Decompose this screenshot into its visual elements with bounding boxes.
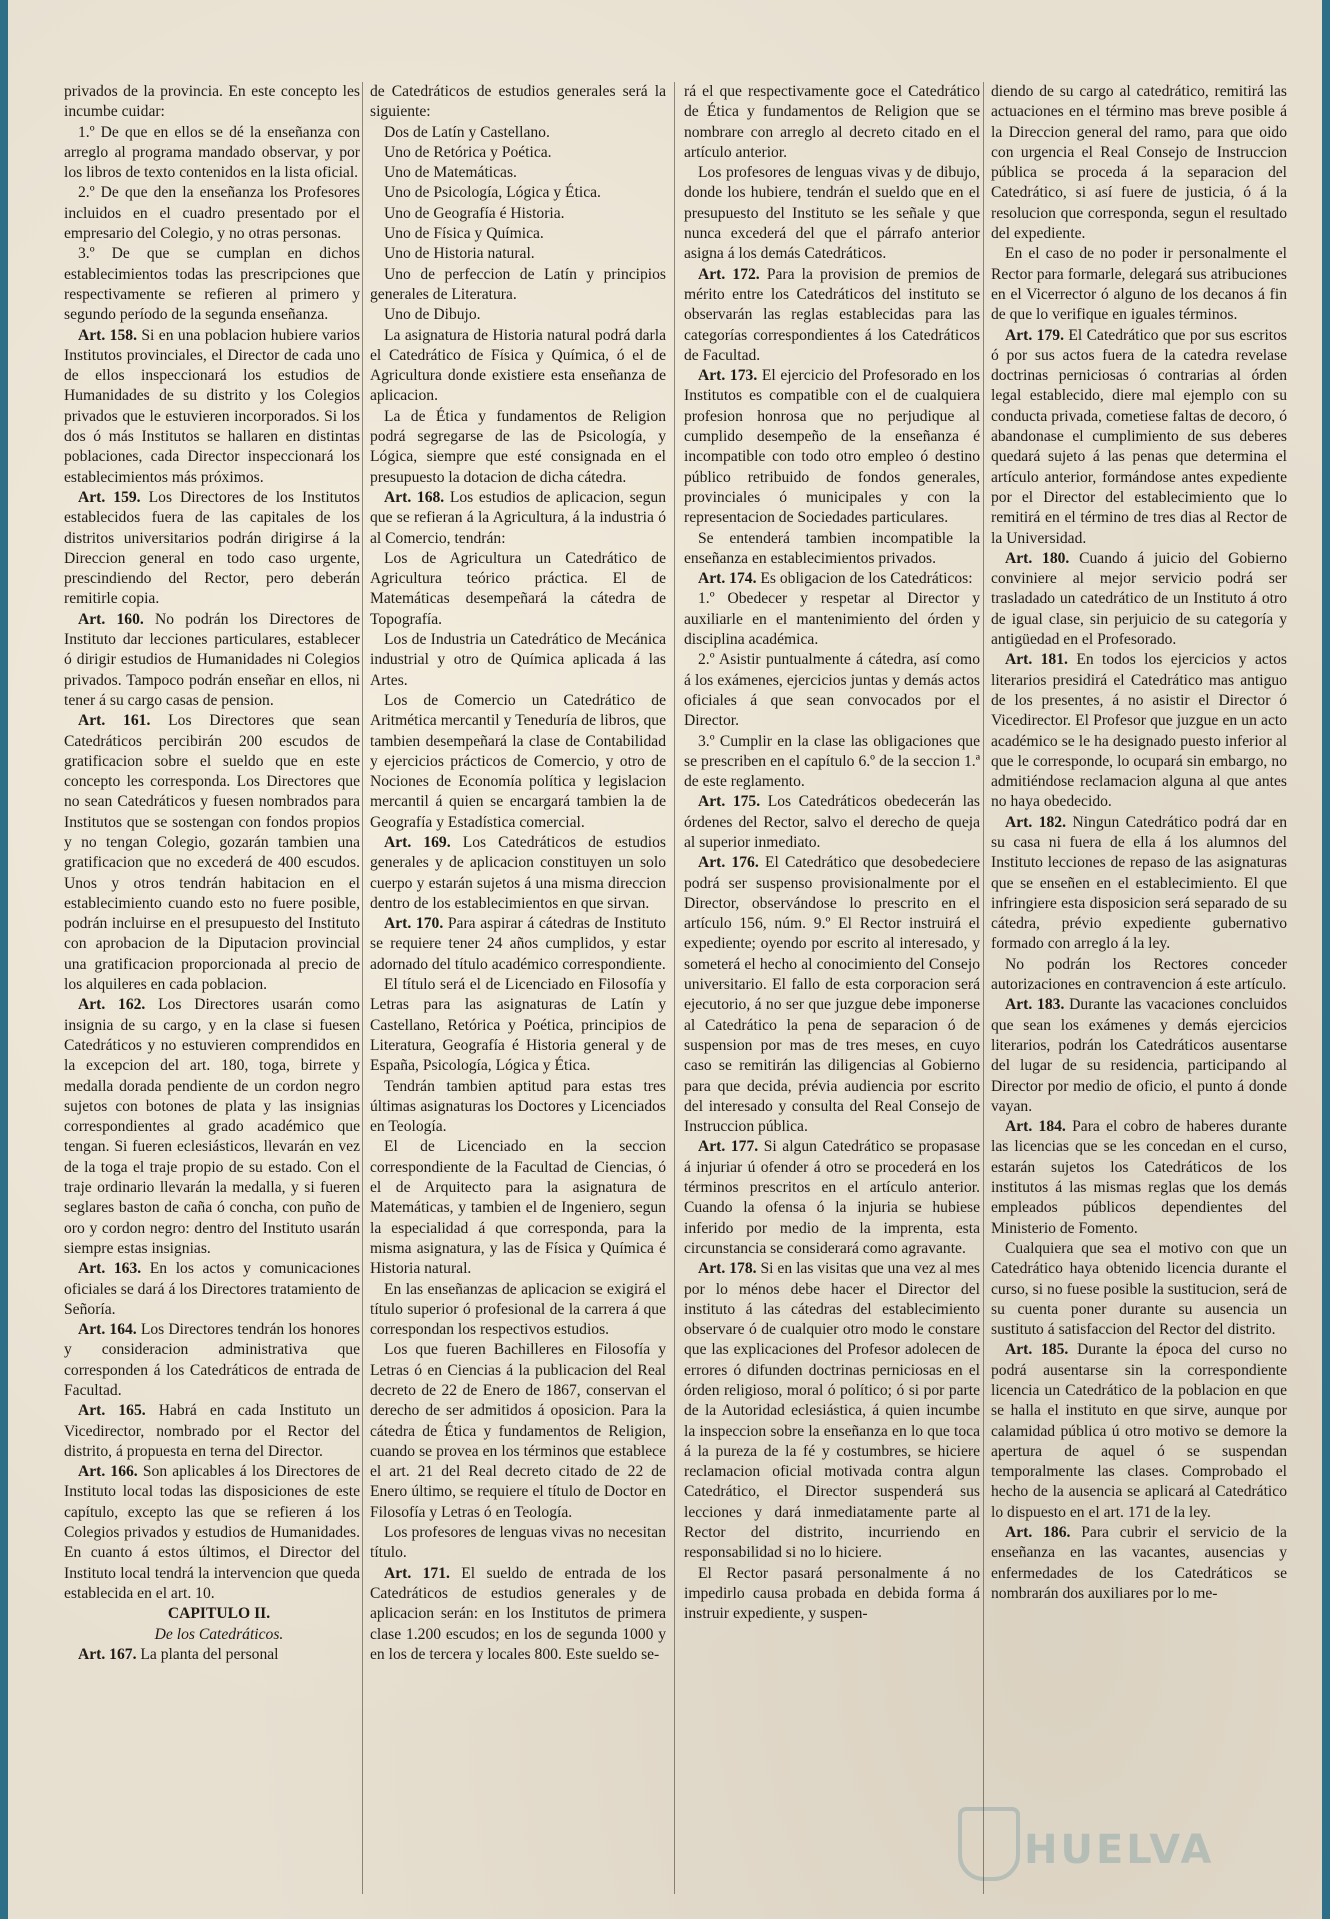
paragraph-text: Los de Comercio un Catedrático de Aritmética mercantil y Teneduría de libros, que tambien desempeñará la clase de Contabilidad y ejercicios prácticos de Comercio, y otro de Nociones de Economía política y legislacion mercantil á quien se encargará tambien la de Geografía y Estadística comercial. xyxy=(370,691,666,831)
article-paragraph xyxy=(64,610,360,711)
archive-watermark xyxy=(958,1795,1218,1895)
paragraph-text: Uno de perfeccion de Latín y principios generales de Literatura. xyxy=(370,265,666,303)
paragraph-text: Para la provision de premios de mérito entre los Catedráticos del instituto se observarán las reglas establecidas para las categorías correspondientes á los Catedráticos de Facultad. xyxy=(684,265,980,364)
article-paragraph xyxy=(991,1117,1287,1239)
paragraph-text: Se entenderá tambien incompatible la enseñanza en establecimientos privados. xyxy=(684,529,980,567)
article-paragraph xyxy=(370,833,666,914)
article-paragraph xyxy=(684,569,980,589)
paragraph-text: Si algun Catedrático se propasase á injuriar ú ofender á otro se procederá en los términos prescritos en el artículo anterior. Cuando la ofensa ó la injuria se hubiese inferido por medio de la imprenta, esta circunstancia se considerará como agravante. xyxy=(684,1138,980,1257)
text-paragraph xyxy=(684,732,980,793)
paragraph-text: Uno de Dibujo. xyxy=(384,306,481,324)
text-paragraph xyxy=(370,265,666,306)
text-paragraph xyxy=(370,1340,666,1523)
paragraph-text: Si en las visitas que una vez al mes por lo ménos debe hacer el Director del instituto á las cátedras del establecimiento observare ó de cualquier otro modo le constare que las explicaciones del Profesor adolecen de errores ó difunden doctrinas perniciosas en el órden religioso, moral ó político; ó si por parte de la Autoridad eclesiástica, á quien incumbe la inspeccion sobre la enseñanza en lo que toca á la pureza de la fé y costumbres, se hiciere reclamacion oficial motivada contra algun Catedrático, el Director suspenderá sus lecciones y dará inmediatamente parte al Rector del distrito, incurriendo en responsabilidad si no lo hiciere. xyxy=(684,1260,980,1562)
paragraph-text: 3.º Cumplir en la clase las obligaciones que se prescriben en el capítulo 6.º de la seccion 1.ª de este reglamento. xyxy=(684,732,980,791)
article-paragraph xyxy=(991,813,1287,955)
article-number: Art. 162. xyxy=(78,996,146,1014)
article-number: Art. 176. xyxy=(698,854,759,872)
paragraph-text: 1.º Obedecer y respetar al Director y auxiliarle en el mantenimiento del órden y disciplina académica. xyxy=(684,590,980,649)
text-paragraph xyxy=(64,123,360,184)
text-paragraph xyxy=(370,305,666,325)
text-column-1 xyxy=(64,82,360,1892)
text-paragraph xyxy=(370,224,666,244)
article-number: Art. 168. xyxy=(384,488,445,506)
article-paragraph xyxy=(684,366,980,528)
paragraph-text: Los profesores de lenguas vivas y de dibujo, donde los hubiere, tendrán el sueldo que en el presupuesto del Instituto se les señale y que nunca excederá del que el párrafo anterior asigna á los demás Catedráticos. xyxy=(684,164,980,263)
text-paragraph xyxy=(370,143,666,163)
article-paragraph xyxy=(370,488,666,549)
paragraph-text: de Catedráticos de estudios generales será la siguiente: xyxy=(370,83,666,121)
article-paragraph xyxy=(684,792,980,853)
paragraph-text: La asignatura de Historia natural podrá darla el Catedrático de Física y Química, ó el de Agricultura donde existiere esta enseñanza de aplicacion. xyxy=(370,326,666,405)
paragraph-text: 3.º De que se cumplan en dichos establecimientos todas las prescripciones que respectivamente se refieren al primero y segundo período de la segunda enseñanza. xyxy=(64,245,360,324)
paragraph-text: Los de Agricultura un Catedrático de Agricultura teórico práctica. El de Matemáticas desempeñará la cátedra de Topografía. xyxy=(370,549,666,628)
article-paragraph xyxy=(991,326,1287,549)
paragraph-text: Durante las vacaciones concluidos que sean los exámenes y demás ejercicios literarios, podrán los Catedráticos ausentarse del lugar de su residencia, participando al Director por medio de oficio, el punto á donde vayan. xyxy=(991,996,1287,1115)
paragraph-text: Los profesores de lenguas vivas no necesitan título. xyxy=(370,1524,666,1562)
article-paragraph xyxy=(370,914,666,975)
chapter-heading: CAPITULO II. xyxy=(167,1605,271,1623)
article-number: Art. 183. xyxy=(1005,996,1065,1014)
paragraph-text: El Catedrático que por sus escritos ó por sus actos fuera de la catedra revelase doctrinas perniciosas ó contrarias al órden legal establecido, diere mal ejemplo con su conducta privada, cometiese faltas de decoro, ó abandonase el cumplimiento de sus deberes quedará sujeto á las penas que determina el artículo anterior, formándose antes expediente por el Director del establecimiento que lo remitirá en el término de tres dias al Rector de la Universidad. xyxy=(991,326,1287,547)
text-paragraph xyxy=(684,650,980,731)
paragraph-text: Tendrán tambien aptitud para estas tres últimas asignaturas los Doctores y Licenciados en Teología. xyxy=(370,1077,666,1136)
article-paragraph xyxy=(64,1401,360,1462)
paragraph-text: 2.º Asistir puntualmente á cátedra, así como á los exámenes, ejercicios juntas y demás actos oficiales á que sean convocados por el Director. xyxy=(684,651,980,730)
paragraph-text: Uno de Psicología, Lógica y Ética. xyxy=(384,184,601,202)
article-paragraph xyxy=(991,1523,1287,1604)
article-number: Art. 175. xyxy=(698,793,761,811)
article-paragraph xyxy=(64,1645,360,1665)
text-paragraph xyxy=(370,123,666,143)
article-paragraph xyxy=(64,711,360,995)
text-paragraph xyxy=(991,82,1287,244)
article-number: Art. 180. xyxy=(1005,549,1070,567)
article-number: Art. 160. xyxy=(78,610,144,628)
paragraph-text: Son aplicables á los Directores de Instituto local todas las disposiciones de este capítulo, excepto las que se refieren á los Colegios privados y estudios de Humanidades. En cuanto á estos últimos, el Director del Instituto local tendrá la intervencion que queda establecida en el art. 10. xyxy=(64,1463,360,1602)
paragraph-text: rá el que respectivamente goce el Catedrático de Ética y fundamentos de Religion que se nombrare con arreglo al decreto citado en el artículo anterior. xyxy=(684,83,980,161)
paragraph-text: privados de la provincia. En este concepto les incumbe cuidar: xyxy=(64,83,360,121)
article-number: Art. 174. xyxy=(698,570,757,588)
paragraph-text: Los que fueren Bachilleres en Filosofía y Letras ó en Ciencias á la publicacion del Real decreto de 22 de Enero de 1867, conservan el derecho de ser admitidos á oposicion. Para la cátedra de Ética y fundamentos de Religion, cuando se provea en los términos que establece el art. 21 del Real decreto citado de 22 de Enero último, se requiere el título de Doctor en Filosofía y Letras ó en Teología. xyxy=(370,1341,666,1521)
text-paragraph xyxy=(370,1523,666,1564)
paragraph-text: Para aspirar á cátedras de Instituto se requiere tener 24 años cumplidos, y estar adornado del título académico correspondiente. xyxy=(370,915,666,973)
text-paragraph xyxy=(370,244,666,264)
paragraph-text: No podrán los Rectores conceder autorizaciones en contravencion á este artículo. xyxy=(991,955,1287,994)
paragraph-text: La planta del personal xyxy=(140,1645,279,1663)
paragraph-text: En las enseñanzas de aplicacion se exigirá el título superior ó profesional de la carrera á que correspondan los respectivos estudios. xyxy=(370,1280,666,1339)
paragraph-text: Los Directores usarán como insignia de su cargo, y en la clase si fuesen Catedráticos y no estuvieren comprendidos en la excepcion del art. 180, toga, birrete y medalla dorada pendiente de un cordon negro sujetos con botones de plata y las insignias correspondientes al grado académico que tengan. Si fueren eclesiásticos, llevarán en vez de la toga el traje propio de su estado. Con el traje ordinario llevarán la medalla, y si fueren seglares baston de caña ó concha, con puño de oro y cordon negro: dentro del Instituto usarán siempre estas insignias. xyxy=(64,996,360,1257)
text-paragraph xyxy=(370,204,666,224)
paragraph-text: El sueldo de entrada de los Catedráticos de estudios generales y de aplicacion serán: en los Institutos de primera clase 1.200 escudos; en los de segunda 1000 y en los de tercera y locales 800. Este sueldo se- xyxy=(370,1564,666,1663)
paragraph-text: Los de Industria un Catedrático de Mecánica industrial y otro de Química aplicada á las Artes. xyxy=(370,631,666,689)
text-paragraph xyxy=(370,630,666,691)
text-paragraph xyxy=(370,183,666,203)
article-paragraph xyxy=(684,853,980,1137)
chapter-subtitle: De los Catedráticos. xyxy=(154,1625,284,1643)
shield-icon xyxy=(958,1807,1020,1881)
paragraph-text: El Rector pasará personalmente á no impedirlo causa probada en debida forma á instruir expediente, y suspen- xyxy=(684,1564,980,1623)
article-number: Art. 170. xyxy=(384,915,444,933)
column-rule xyxy=(674,82,675,1894)
article-paragraph xyxy=(64,488,360,610)
article-paragraph xyxy=(64,995,360,1259)
paragraph-text: En el caso de no poder ir personalmente el Rector para formarle, delegará sus atribuciones en el Vicerrector ó alguno de los decanos á fin de que lo verifique en iguales términos. xyxy=(991,245,1287,324)
article-paragraph xyxy=(684,265,980,366)
paragraph-text: Ningun Catedrático podrá dar en su casa ni fuera de ella á los alumnos del Instituto lecciones de repaso de las asignaturas que se enseñen en el establecimiento. El que infringiere esta disposicion será separado de su cátedra, prévio expediente gubernativo formado con arreglo á la ley. xyxy=(991,813,1287,953)
paragraph-text: Uno de Física y Química. xyxy=(384,225,544,243)
article-number: Art. 182. xyxy=(1005,813,1067,831)
article-paragraph xyxy=(684,1137,980,1259)
article-number: Art. 177. xyxy=(698,1138,759,1156)
paragraph-text: El de Licenciado en la seccion correspondiente de la Facultad de Ciencias, ó el de Arquitecto para la asignatura de Matemáticas, y tambien el de Ingeniero, segun la especialidad á que corresponda, para la misma asignatura, y las de Física y Química é Historia natural. xyxy=(370,1138,666,1278)
article-number: Art. 169. xyxy=(384,833,451,851)
newspaper-page xyxy=(8,0,1322,1919)
text-paragraph xyxy=(370,549,666,630)
text-paragraph xyxy=(370,691,666,833)
article-number: Art. 178. xyxy=(698,1260,757,1278)
paragraph-text: El ejercicio del Profesorado en los Institutos es compatible con el de cualquiera profesion honrosa que no perjudique al cumplido desempeño de la enseñanza é incompatible con todo otro empleo ó destino público retribuido de fondos generales, provinciales ó municipales y con la representacion de Sociedades particulares. xyxy=(684,367,980,527)
article-number: Art. 165. xyxy=(78,1402,146,1420)
text-paragraph xyxy=(684,589,980,650)
paragraph-text: Cualquiera que sea el motivo con que un Catedrático haya obtenido licencia durante el curso, si no fuese posible la sustitucion, será de su cuenta poner durante su ausencia un sustituto á satisfaccion del Rector del distrito. xyxy=(991,1239,1287,1339)
paragraph-text: diendo de su cargo al catedrático, remitirá las actuaciones en el término mas breve posible á la Direccion general del ramo, para que oido con urgencia el Real Consejo de Instruccion pública se proceda á la separacion del Catedrático, si así fuere de justicia, ó á la resolucion que corresponda, segun el resultado del expediente. xyxy=(991,83,1287,243)
article-number: Art. 172. xyxy=(698,265,760,283)
paragraph-text: Uno de Historia natural. xyxy=(384,245,535,263)
article-paragraph xyxy=(991,549,1287,650)
text-paragraph xyxy=(370,1077,666,1138)
article-paragraph xyxy=(64,1259,360,1320)
paragraph-text: Durante la época del curso no podrá ausentarse sin la correspondiente licencia un Catedrático de la poblacion en que se halla el instituto en que sirve, aunque por calamidad pública ú otro motivo se demore la apertura de aquel ó se suspendan temporalmente las clases. Comprobado el hecho de la ausencia se aplicará al Catedrático lo dispuesto en el art. 171 de la ley. xyxy=(991,1341,1287,1521)
paragraph-text: 2.º De que den la enseñanza los Profesores incluidos en el cuadro presentado por el empresario del Colegio, y no otras personas. xyxy=(64,184,360,243)
article-paragraph xyxy=(991,1340,1287,1523)
text-paragraph xyxy=(684,1564,980,1625)
paragraph-text: En todos los ejercicios y actos literarios presidirá el Catedrático mas antiguo de los presentes, á no asistir el Director ó Vicedirector. El Profesor que juzgue en un acto académico se le ha designado puesto inferior al que le corresponde, lo ocupará sin embargo, no admitiéndose reclamacion alguna al que antes no haya obedecido. xyxy=(991,651,1287,811)
article-number: Art. 184. xyxy=(1005,1118,1066,1136)
article-number: Art. 179. xyxy=(1005,326,1064,344)
paragraph-text: Los Directores que sean Catedráticos percibirán 200 escudos de gratificacion sobre el sueldo que en este concepto les corresponda. Los Directores que no sean Catedráticos y fuesen nombrados para Institutos que se sostengan con fondos propios y no tengan Colegio, gozarán tambien una gratificacion que no excederá de 400 escudos. Unos y otros tendrán habitacion en el establecimiento cuando esto no fuere posible, podrán incluirse en el presupuesto del Instituto con aprobacion de la Diputacion provincial una gratificacion proporcionada al precio de los alquileres en cada poblacion. xyxy=(64,712,360,994)
text-paragraph xyxy=(991,955,1287,996)
text-paragraph xyxy=(370,975,666,1076)
paragraph-text: 1.º De que en ellos se dé la enseñanza con arreglo al programa mandado observar, y por los libros de texto contenidos en la lista oficial. xyxy=(64,123,360,182)
article-paragraph xyxy=(370,1564,666,1665)
article-paragraph xyxy=(64,326,360,488)
article-number: Art. 164. xyxy=(78,1321,137,1339)
paragraph-text: En los actos y comunicaciones oficiales se dará á los Directores tratamiento de Señoría. xyxy=(64,1260,360,1318)
text-paragraph xyxy=(991,244,1287,325)
column-rule xyxy=(362,82,363,1894)
article-number: Art. 186. xyxy=(1005,1524,1071,1542)
text-column-2 xyxy=(370,82,666,1892)
article-paragraph xyxy=(64,1320,360,1401)
paragraph-text: Para el cobro de haberes durante las licencias que se les concedan en el curso, estarán sujetos los Catedráticos de los institutos á las mismas reglas que los demás empleados públicos dependientes del Ministerio de Fomento. xyxy=(991,1118,1287,1237)
text-paragraph xyxy=(370,1137,666,1279)
paragraph-text: Los Catedráticos de estudios generales y de aplicacion constituyen un solo cuerpo y estarán sujetos á una misma direccion dentro de los establecimientos en que sirvan. xyxy=(370,833,666,912)
text-paragraph xyxy=(684,529,980,570)
text-paragraph xyxy=(684,82,980,163)
paragraph-text: Es obligacion de los Catedráticos: xyxy=(760,570,973,588)
watermark-text: HUELVA xyxy=(1024,1827,1215,1873)
paragraph-text: Los Directores de los Institutos establecidos fuera de las capitales de los distritos universitarios podrán dirigirse á la Direccion general en todo caso urgente, prescindiendo del Rector, pero deberán remitirle copia. xyxy=(64,488,360,608)
paragraph-text: El Catedrático que desobedeciere podrá ser suspenso provisionalmente por el Director, observándose lo prescrito en el artículo 156, núm. 9.º El Rector instruirá el expediente; oyendo por escrito al interesado, y someterá el hecho al conocimiento del Consejo universitario. El fallo de esta corporacion será ejecutorio, á no ser que juzgue debe imponerse al Catedrático la pena de separacion ó de suspension por mas de tres meses, en cuyo caso se remitirán las diligencias al Gobierno para que decida, prévia audiencia por escrito del interesado y consulta del Real Consejo de Instruccion pública. xyxy=(684,854,980,1136)
paragraph-text: Cuando á juicio del Gobierno conviniere al mejor servicio podrá ser trasladado un catedrático de un Instituto á otro de igual clase, sin perjuicio de su categoría y antigüedad en el Profesorado. xyxy=(991,549,1287,649)
article-number: Art. 173. xyxy=(698,367,758,385)
paragraph-text: No podrán los Directores de Instituto dar lecciones particulares, establecer ó dirigir estudios de Humanidades ni Colegios privados. Tampoco podrán enseñar en ellos, ni tener á su cargo casas de pension. xyxy=(64,610,360,709)
paragraph-text: Uno de Geografía é Historia. xyxy=(384,204,565,222)
paragraph-text: Uno de Matemáticas. xyxy=(384,164,517,182)
article-paragraph xyxy=(991,995,1287,1117)
paragraph-text: El título será el de Licenciado en Filosofía y Letras para las asignaturas de Latín y Castellano, Retórica y Poética, principios de Literatura, Geografía é Historia general y de España, Psicología, Lógica y Ética. xyxy=(370,976,666,1075)
article-number: Art. 166. xyxy=(78,1463,138,1481)
article-number: Art. 185. xyxy=(1005,1341,1069,1359)
text-paragraph xyxy=(64,244,360,325)
article-number: Art. 163. xyxy=(78,1260,142,1278)
paragraph-text: Dos de Latín y Castellano. xyxy=(384,123,550,141)
text-paragraph xyxy=(370,163,666,183)
text-column-4 xyxy=(991,82,1287,1892)
text-paragraph xyxy=(370,1280,666,1341)
article-paragraph xyxy=(64,1462,360,1604)
paragraph-text: Los Directores tendrán los honores y consideracion administrativa que corresponden á los Catedráticos de entrada de Facultad. xyxy=(64,1321,360,1399)
text-paragraph xyxy=(991,1239,1287,1340)
article-number: Art. 161. xyxy=(78,712,151,730)
text-paragraph xyxy=(684,163,980,264)
article-number: Art. 159. xyxy=(78,488,141,506)
text-paragraph xyxy=(370,326,666,407)
article-number: Art. 171. xyxy=(384,1564,450,1582)
paragraph-text: Uno de Retórica y Poética. xyxy=(384,143,552,161)
article-paragraph xyxy=(684,1259,980,1563)
article-number: Art. 158. xyxy=(78,326,137,344)
paragraph-text: Para cubrir el servicio de la enseñanza en las vacantes, ausencias y enfermedades de los Catedráticos se nombrarán dos auxiliares por lo me- xyxy=(991,1524,1287,1602)
column-rule xyxy=(983,82,984,1894)
text-paragraph xyxy=(370,82,666,123)
paragraph-text: Si en una poblacion hubiere varios Institutos provinciales, el Director de cada uno de ellos inspeccionará los estudios de Humanidades de su distrito y los Colegios privados que le estuvieren incorporados. Si los dos ó más Institutos se hallaren en distintas poblaciones, cada Director inspeccionará los establecimientos más próximos. xyxy=(64,326,360,486)
paragraph-text: Los Catedráticos obedecerán las órdenes del Rector, salvo el derecho de queja al superior inmediato. xyxy=(684,793,980,851)
text-paragraph xyxy=(64,183,360,244)
paragraph-text: Los estudios de aplicacion, segun que se refieran á la Agricultura, á la industria ó al Comercio, tendrán: xyxy=(370,488,666,547)
paragraph-text: La de Ética y fundamentos de Religion podrá segregarse de las de Psicología, y Lógica, siempre que esté consignada en el presupuesto la dotacion de dicha cátedra. xyxy=(370,407,666,486)
article-number: Art. 181. xyxy=(1005,651,1068,669)
text-paragraph xyxy=(370,407,666,488)
article-paragraph xyxy=(991,650,1287,812)
text-column-3 xyxy=(684,82,980,1892)
paragraph-text: Habrá en cada Instituto un Vicedirector, nombrado por el Rector del distrito, á propuesta en terna del Director. xyxy=(64,1402,360,1460)
article-number: Art. 167. xyxy=(78,1645,137,1663)
text-paragraph xyxy=(64,82,360,123)
